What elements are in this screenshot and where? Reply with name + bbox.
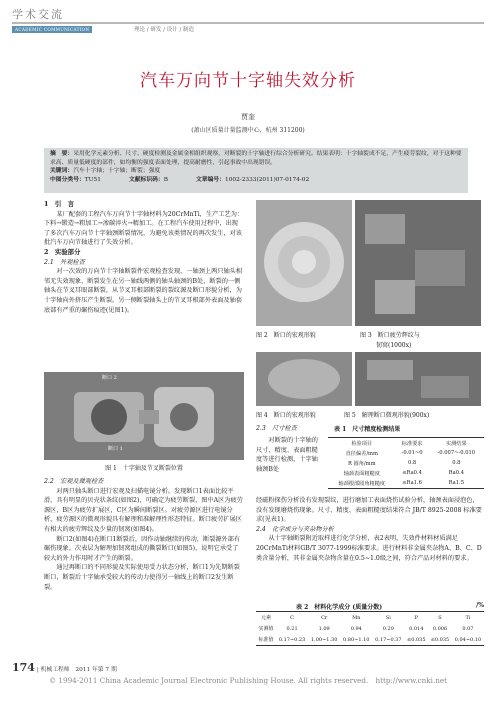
section-categories: 理论 / 研发 / 设计 / 制造 — [134, 27, 195, 33]
right-column-text — [256, 496, 484, 563]
figure-3-caption-line1: 图 3 断口疲劳辉纹与 — [360, 332, 420, 339]
figure-2-caption: 图 2 断口的宏观形貌 — [256, 332, 316, 339]
paper-title: 汽车万向节十字轴失效分析 — [140, 71, 356, 91]
figure-5-image — [355, 352, 481, 406]
section-english-tag: ACADEMIC COMMUNICATION — [12, 26, 92, 33]
cross-shaft-photo — [44, 372, 244, 460]
figure-4-caption: 图 4 断口的宏观形貌 — [256, 412, 316, 419]
figure-1-label-fracture-1: 断口 1 — [108, 446, 123, 452]
table-row: 轴颈根部圆角粗糙度 ≤Ra1.6 Ra1.5 — [338, 480, 465, 487]
figure-1-image — [44, 372, 244, 460]
fracture-macro-photo — [256, 200, 352, 326]
table-2-header-row: 元素 C Cr Mn Si P S Ti — [261, 614, 471, 621]
paragraph-introduction: 某厂配套的工程汽车万向节十字轴材料为20CrMnTi，生产工艺为：下料→锻造→粗加工→渗碳淬火→精加工。在工程汽车使用过程中，出现了多次汽车万向节十字轴颈断裂情况，为避免该类情况的再次发生，对该批汽车万向节轴进行了失效分析。 — [44, 210, 244, 247]
paragraph-conclusion-fracture: 通过再断口的不同形貌及实际使用受力状态分析，断口1为先期断裂断口，断裂后十字轴承受较大的传动力使得另一轴线上的断口2发生断裂。 — [44, 564, 240, 591]
table-2-unit: /% — [476, 602, 484, 609]
table-1-header-row: 检验项目 标准要求 实测结果 — [351, 440, 467, 447]
table-row: R 圆角/mm 0.8 0.8 — [347, 460, 461, 467]
paper-affiliation: (萧山区质量计量监测中心，杭州 311200) — [191, 127, 305, 134]
keywords-line: 关键词：汽车十字轴；十字轴；断裂；强度 — [50, 168, 161, 175]
table-1-grid — [328, 438, 484, 488]
subsection-dimension-heading: 2.3 尺寸检查 — [256, 425, 297, 432]
header-divider — [12, 22, 484, 24]
table-1-title: 表 1 尺寸精度检测结果 — [334, 426, 401, 433]
figure-2-image — [256, 200, 352, 326]
journal-issue: | 机械工程师 2011 年第 7 期 — [36, 667, 117, 673]
page-number: 174 — [12, 661, 35, 674]
subsection-appearance-heading: 2.1 外观检查 — [44, 258, 85, 266]
figure-1-caption: 图 1 十字轴及节叉断裂位置 — [105, 465, 183, 472]
figure-4-image — [256, 352, 352, 406]
figure-3-caption-line2: 韧窝(1000x) — [376, 342, 412, 349]
cleavage-micro-photo — [355, 352, 481, 406]
paragraph-fracture-2: 断口2(如图4)在断口1断裂后，因作动轴继续的传动，断裂源外部有碾伤现象。次表层为解理加韧窝组成的撕裂断口(如图5)，说明它承受了较大的外力作用时才产生的断裂。 — [44, 535, 241, 562]
section-introduction-heading: 1 引 言 — [44, 200, 75, 208]
figure-1-label-fracture-2: 断口 2 — [102, 375, 117, 381]
journal-section-title: 学术交流 — [12, 8, 64, 21]
table-row: 直径偏差/mm -0.01~0 -0.007~-0.010 — [345, 450, 476, 457]
table-row: 标准值 0.17~0.23 1.00~1.30 0.80~1.10 0.17~0.37 ≤0.035 ≤0.035 0.04~0.10 — [258, 636, 482, 643]
paragraph-dimension-continued: 经磁粉探伤分析没有发现裂纹，进行磨加工表面烧伤试验分析，轴颈表面浸泡色，没有发现磨烧伤现象。尺寸、精度、表面粗糙度结果符合 JB/T 8925-2008 标准要求(见表1)。 — [256, 497, 482, 524]
classification-line: 中图分类号：TU51 文献标识码：B 文章编号：1002-2333(2011)07-0174-02 — [50, 176, 310, 183]
paragraph-chemical: 从十字轴断裂附近取样进行化学分析，表2表明，失效件材料材质满足20CrMnTi材料GB/T 3077-1999标准要求。进行材料非金属夹杂物A、B、C、D类含量分析，其非金属夹杂物含量在0.5~1.0级之间，符合产品对材料的要求。 — [256, 535, 482, 562]
table-1 — [328, 437, 484, 489]
abstract-text: 摘 要：采用化学元素分析、尺寸、硬度检测及金属金相组织观察，对断裂的十字轴进行综合分析研究。结果表明：十字轴裂成不足，产生疲劳裂纹，对于这种要求高、质量低硬度的部件，如均衡的强度表面处理，提高耐磨性，引起事故中出现错误。 — [50, 151, 462, 166]
left-column-top — [44, 200, 244, 315]
figure-5-caption: 图 5 解理断口微观形貌(900x) — [344, 412, 430, 419]
left-column-bottom — [44, 477, 244, 592]
table-row: 实测值 0.21 1.09 0.94 0.29 0.014 0.006 0.07 — [258, 625, 474, 632]
paper-author: 贾奎 — [241, 113, 255, 121]
page-footer — [12, 661, 117, 674]
paragraph-appearance: 对一次效的万向节十字轴断裂件宏观检查发现，一轴颈上两只轴头相邻无失效现象，断裂发生在另一轴线两侧的轴头轴颈的B处，断裂的一侧轴头在节叉耳眼部断裂，从节叉耳根部断裂的裂纹源及断口形貌分析，为十字轴向外挤压产生断裂。另一侧断裂轴头上的节叉耳根部外表面及轴套底部有严重的碾伤痕迹(见图1)。 — [44, 268, 243, 314]
fracture-2-macro-photo — [256, 352, 352, 406]
copyright-notice: © 1994-2011 China Academic Journal Electronic Publishing House. All rights reserved. http://www.cnki.net — [48, 676, 448, 685]
subsection-chemical-heading: 2.4 化学成分与夹杂物分析 — [256, 525, 334, 533]
abstract-box — [44, 148, 468, 193]
table-row: 轴颈表面粗糙度 ≤Ra0.4 Ra0.4 — [343, 470, 465, 477]
table-2 — [256, 602, 484, 646]
paragraph-macro-micro: 对两只轴头断口进行宏观及扫描电镜分析。发现断口1表面比较平滑，具有明显的贝壳状条纹(如图2)，可确定为疲劳断裂，图中A区为疲劳源区，B区为疲劳扩展区，C区为瞬间断裂区。对疲劳源区进行电镜分析，疲劳源区的微观形貌具有解理和准解理性形态特征。断口疲劳扩展区有相大的疲劳辉纹及少量的韧窝(如图4)。 — [44, 487, 243, 533]
section-experiment-heading: 2 实验部分 — [44, 247, 81, 256]
figure-3-image — [355, 200, 481, 326]
fatigue-striation-photo — [355, 200, 481, 326]
table-2-grid — [256, 612, 484, 645]
subsection-macro-micro-heading: 2.2 宏观及微观检查 — [44, 478, 104, 485]
paragraph-dimension-start: 对断裂的十字轴的尺寸、精度、表面粗糙度等进行检测，十字轴轴颈B处 — [256, 437, 318, 473]
table-2-title: 表 2 材料化学成分 (质量分数) — [296, 604, 383, 611]
